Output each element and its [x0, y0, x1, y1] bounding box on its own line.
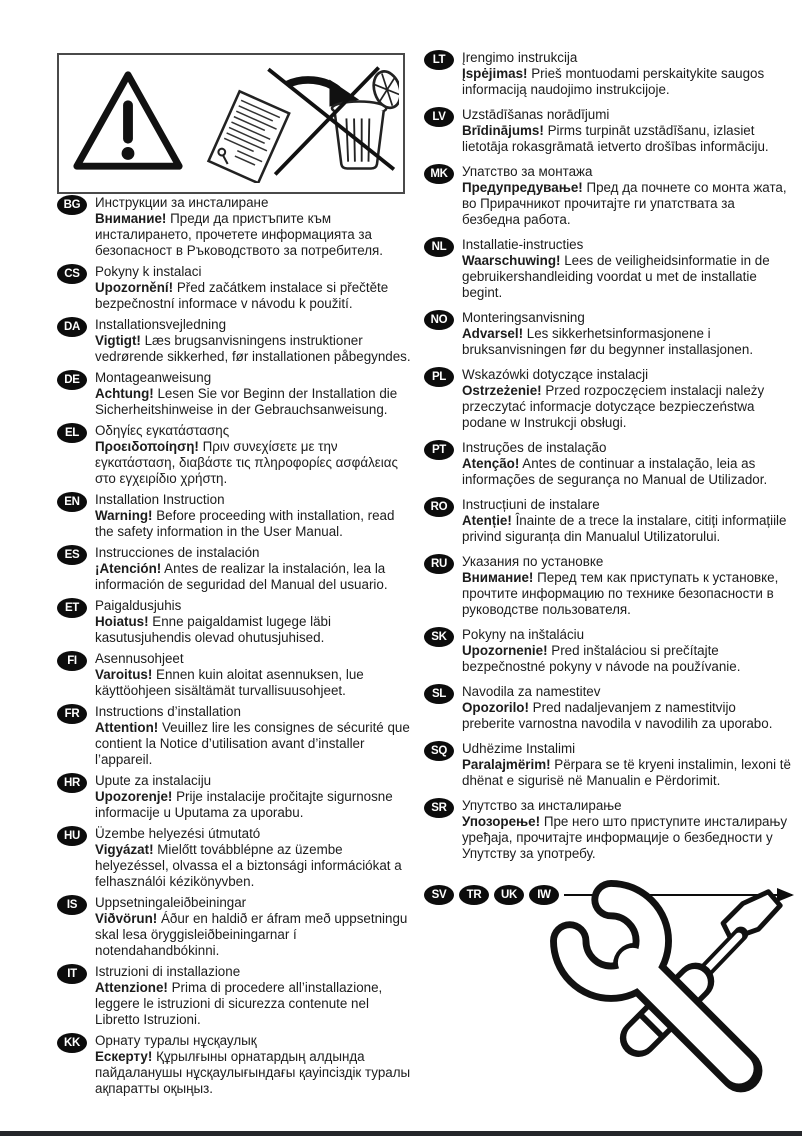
- language-code-badge: SV: [424, 885, 454, 905]
- entry-title: Instrucciones de instalación: [95, 545, 260, 560]
- entry-warning-word: Waarschuwing!: [462, 253, 561, 268]
- entry-body: Înainte de a trece la instalare, citiți informațiile privind siguranța din Manualul Utilizatorului.: [462, 513, 787, 544]
- entry-warning-word: Vigyázat!: [95, 842, 154, 857]
- entry-body: Pirms turpināt uzstādīšanu, izlasiet lietotāja rokasgrāmatā ietverto drošības informāciju.: [462, 123, 769, 154]
- language-code-badge: ET: [57, 598, 87, 618]
- entry-body: Áður en haldið er áfram með uppsetningu skal lesa öryggisleiðbeiningarnar í notendahandbókinni.: [95, 911, 408, 958]
- language-entry: [57, 317, 411, 365]
- language-code-badge: HU: [57, 826, 87, 846]
- entry-title: Wskazówki dotyczące instalacji: [462, 367, 649, 382]
- entry-body: Antes de continuar a instalação, leia as informações de segurança no Manual de Utilizador.: [462, 456, 768, 487]
- language-code-badge: IW: [529, 885, 559, 905]
- language-code-badge: UK: [494, 885, 524, 905]
- language-entry: [57, 704, 411, 768]
- language-code-badge: PL: [424, 367, 454, 387]
- language-entry: [424, 50, 792, 98]
- language-entry: [424, 367, 792, 431]
- language-entry: [424, 627, 792, 675]
- entry-body: Prieš montuodami perskaitykite saugos informaciją naudojimo instrukcijoje.: [462, 66, 765, 97]
- language-entry: [57, 492, 411, 540]
- language-entry: [57, 964, 411, 1028]
- entry-title: Üzembe helyezési útmutató: [95, 826, 261, 841]
- language-code-badge: CS: [57, 264, 87, 284]
- entry-title: Pokyny k instalaci: [95, 264, 202, 279]
- language-entry: [424, 554, 792, 618]
- entry-title: Paigaldusjuhis: [95, 598, 182, 613]
- language-code-badge: BG: [57, 195, 87, 215]
- entry-body: Mielőtt továbblépne az üzembe helyezéssel, olvassa el a biztonsági információkat a felhasználói kézikönyvben.: [95, 842, 402, 889]
- entry-title: Οδηγίες εγκατάστασης: [95, 423, 230, 438]
- language-code-badge: ES: [57, 545, 87, 565]
- language-code-badge: MK: [424, 164, 454, 184]
- language-entry: [57, 773, 411, 821]
- tools-icon: [548, 878, 794, 1119]
- entry-warning-word: Внимание!: [462, 570, 534, 585]
- language-code-badge: RO: [424, 497, 454, 517]
- language-code-badge: SQ: [424, 741, 454, 761]
- language-entry: [424, 237, 792, 301]
- entry-body: Antes de realizar la instalación, lea la información de seguridad del Manual del usuario.: [95, 561, 388, 592]
- language-entry: [424, 741, 792, 789]
- warning-triangle-icon: [69, 65, 187, 182]
- entry-warning-word: Ostrzeżenie!: [462, 383, 542, 398]
- entry-title: Asennusohjeet: [95, 651, 184, 666]
- entry-warning-word: Προειδοποίηση!: [95, 439, 199, 454]
- entry-title: Installatie-instructies: [462, 237, 584, 252]
- entry-title: Instruções de instalação: [462, 440, 607, 455]
- language-code-badge: PT: [424, 440, 454, 460]
- entry-title: Instructions d’installation: [95, 704, 241, 719]
- warning-illustration-box: [57, 53, 405, 194]
- entry-title: Орнату туралы нұсқаулық: [95, 1033, 257, 1048]
- entry-title: Udhëzime Instalimi: [462, 741, 576, 756]
- language-code-badge: NL: [424, 237, 454, 257]
- language-column-right: [424, 50, 792, 905]
- entry-title: Pokyny na inštaláciu: [462, 627, 585, 642]
- entry-title: Installationsvejledning: [95, 317, 227, 332]
- entry-warning-word: Varoitus!: [95, 667, 153, 682]
- entry-body: Veuillez lire les consignes de sécurité que contient la Notice d’utilisation avant d’installer l’appareil.: [95, 720, 410, 767]
- entry-body: Prima di procedere all’installazione, leggere le istruzioni di sicurezza contenute nel Libretto Istruzioni.: [95, 980, 383, 1027]
- language-code-badge: NO: [424, 310, 454, 330]
- entry-warning-word: Предупредување!: [462, 180, 583, 195]
- entry-warning-word: Brīdinājums!: [462, 123, 544, 138]
- entry-body: Lees de veiligheidsinformatie in de gebruikershandleiding voordat u met de installatie begint.: [462, 253, 770, 300]
- language-code-badge: FR: [57, 704, 87, 724]
- entry-warning-word: Atenție!: [462, 513, 512, 528]
- language-entry: [57, 264, 411, 312]
- entry-warning-word: Upozorenje!: [95, 789, 173, 804]
- entry-title: Указания по установке: [462, 554, 604, 569]
- language-entry: [57, 195, 411, 259]
- language-entry: [57, 1033, 411, 1097]
- language-entry: [57, 598, 411, 646]
- entry-body: Перед тем как приступать к установке, прочтите информацию по технике безопасности в руководстве пользователя.: [462, 570, 779, 617]
- language-entry: [424, 107, 792, 155]
- language-code-badge: FI: [57, 651, 87, 671]
- entry-body: Ennen kuin aloitat asennuksen, lue käyttöohjeen sisältämät turvallisuusohjeet.: [95, 667, 364, 698]
- language-code-badge: EN: [57, 492, 87, 512]
- entry-body: Пре него што приступите инсталирању уређаја, прочитајте информације о безбедности у Упутству за употребу.: [462, 814, 788, 861]
- entry-warning-word: Warning!: [95, 508, 153, 523]
- entry-body: Les sikkerhetsinformasjonene i bruksanvisningen før du begynner installasjonen.: [462, 326, 754, 357]
- entry-title: Įrengimo instrukcija: [462, 50, 578, 65]
- language-code-badge: IS: [57, 895, 87, 915]
- entry-title: Monteringsanvisning: [462, 310, 585, 325]
- entry-body: Læs brugsanvisningens instruktioner vedrørende sikkerhed, før installationen påbegyndes.: [95, 333, 411, 364]
- entry-title: Упатство за монтажа: [462, 164, 593, 179]
- page-edge-bar: [0, 1131, 802, 1136]
- language-code-badge: LT: [424, 50, 454, 70]
- entry-warning-word: Упозорење!: [462, 814, 541, 829]
- entry-warning-word: Attenzione!: [95, 980, 168, 995]
- entry-title: Montageanweisung: [95, 370, 212, 385]
- entry-warning-word: Attention!: [95, 720, 159, 735]
- entry-warning-word: Paralajmërim!: [462, 757, 551, 772]
- entry-body: Преди да пристъпите към инсталирането, прочетете информацията за безопасност в Ръководството за потребителя.: [95, 211, 384, 258]
- entry-warning-word: Ескерту!: [95, 1049, 153, 1064]
- language-code-badge: SL: [424, 684, 454, 704]
- entry-warning-word: Advarsel!: [462, 326, 524, 341]
- entry-warning-word: Vigtigt!: [95, 333, 141, 348]
- entry-body: Pred nadaljevanjem z namestitvijo preberite varnostna navodila v navodilih za uporabo.: [462, 700, 773, 731]
- entry-body: Пред да почнете со монта жата, во Прирачникот прочитајте ги упатствата за безбедна работа.: [462, 180, 787, 227]
- entry-title: Upute za instalaciju: [95, 773, 212, 788]
- entry-title: Упутство за инсталирање: [462, 798, 622, 813]
- entry-body: Enne paigaldamist lugege läbi kasutusjuhendis olevad ohutusjuhised.: [95, 614, 331, 645]
- language-code-badge: SK: [424, 627, 454, 647]
- entry-warning-word: Upozornění!: [95, 280, 174, 295]
- language-entry: [424, 440, 792, 488]
- entry-body: Przed rozpoczęciem instalacji należy przeczytać informacje dotyczące bezpieczeństwa podane w Instrukcji obsługi.: [462, 383, 765, 430]
- entry-body: Prije instalacije pročitajte sigurnosne informacije u Uputama za uporabu.: [95, 789, 393, 820]
- entry-title: Instrucțiuni de instalare: [462, 497, 600, 512]
- language-entry: [57, 895, 411, 959]
- language-entry: [57, 423, 411, 487]
- entry-body: Құрылғыны орнатардың алдында пайдаланушы нұсқаулығындағы қауіпсіздік туралы ақпаратты оқыңыз.: [95, 1049, 411, 1096]
- entry-warning-word: Atenção!: [462, 456, 520, 471]
- language-entry: [57, 370, 411, 418]
- language-entry: [424, 310, 792, 358]
- entry-title: Istruzioni di installazione: [95, 964, 241, 979]
- entry-body: Lesen Sie vor Beginn der Installation die Sicherheitshinweise in der Gebrauchsanweisung.: [95, 386, 398, 417]
- entry-warning-word: ¡Atención!: [95, 561, 162, 576]
- entry-warning-word: Įspėjimas!: [462, 66, 528, 81]
- entry-title: Uzstādīšanas norādījumi: [462, 107, 610, 122]
- entry-warning-word: Viðvörun!: [95, 911, 158, 926]
- language-code-badge: TR: [459, 885, 489, 905]
- entry-title: Инструкции за инсталиране: [95, 195, 269, 210]
- entry-warning-word: Hoiatus!: [95, 614, 149, 629]
- entry-warning-word: Upozornenie!: [462, 643, 548, 658]
- discard-manual-icon: [187, 59, 399, 188]
- language-code-badge: KK: [57, 1033, 87, 1053]
- entry-body: Πριν συνεχίσετε με την εγκατάσταση, διαβάστε τις πληροφορίες ασφάλειας στο εγχειρίδιο χρήστη.: [95, 439, 398, 486]
- language-code-badge: HR: [57, 773, 87, 793]
- language-entry: [57, 826, 411, 890]
- language-code-badge: DA: [57, 317, 87, 337]
- language-code-badge: IT: [57, 964, 87, 984]
- language-code-badge: EL: [57, 423, 87, 443]
- language-code-badge: DE: [57, 370, 87, 390]
- language-entry: [424, 164, 792, 228]
- language-code-badge: RU: [424, 554, 454, 574]
- entry-warning-word: Opozorilo!: [462, 700, 529, 715]
- entry-body: Pred inštaláciou si prečítajte bezpečnostné pokyny v návode na používanie.: [462, 643, 741, 674]
- language-entry: [424, 497, 792, 545]
- entry-body: Përpara se të kryeni instalimin, lexoni të dhënat e sigurisë në Manualin e Përdorimit.: [462, 757, 791, 788]
- entry-warning-word: Внимание!: [95, 211, 167, 226]
- entry-warning-word: Achtung!: [95, 386, 154, 401]
- language-entry: [424, 684, 792, 732]
- entry-title: Navodila za namestitev: [462, 684, 601, 699]
- entry-title: Uppsetningaleiðbeiningar: [95, 895, 247, 910]
- language-code-badge: SR: [424, 798, 454, 818]
- entry-title: Installation Instruction: [95, 492, 225, 507]
- language-code-badge: LV: [424, 107, 454, 127]
- entry-body: Before proceeding with installation, read the safety information in the User Manual.: [95, 508, 395, 539]
- language-entry: [57, 651, 411, 699]
- language-entry: [57, 545, 411, 593]
- language-entry: [424, 798, 792, 862]
- language-column-left: [57, 195, 411, 1097]
- entry-body: Před začátkem instalace si přečtěte bezpečnostní informace v návodu k použití.: [95, 280, 389, 311]
